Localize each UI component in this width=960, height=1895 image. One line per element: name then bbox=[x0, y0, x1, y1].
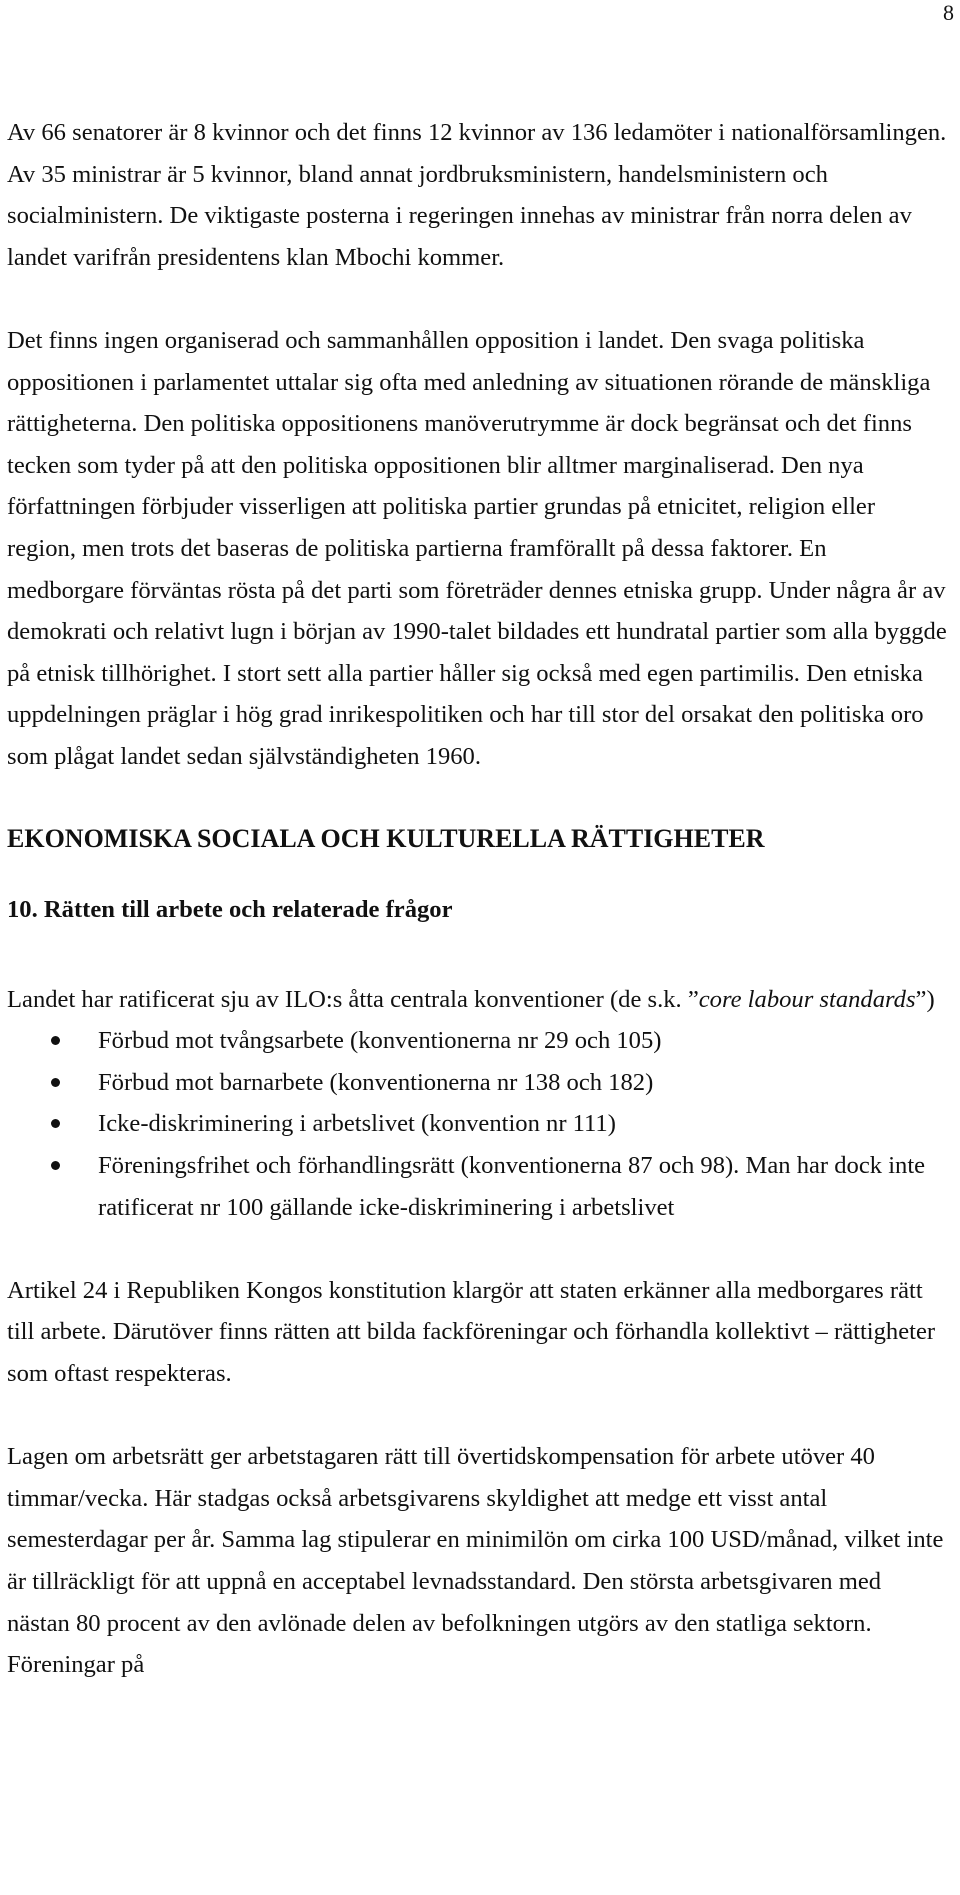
list-item-text: Föreningsfrihet och förhandlingsrätt (konventionerna 87 och 98). Man har dock inte ratificerat nr 100 gällande icke-diskriminering i arbetslivet bbox=[98, 1152, 926, 1221]
paragraph-constitution: Artikel 24 i Republiken Kongos konstitution klargör att staten erkänner alla medborgares rätt till arbete. Därutöver finns rätten att bilda fackföreningar och förhandla kollektivt – rättigheter som oftast respekteras. bbox=[7, 1276, 936, 1388]
list-item bbox=[7, 1020, 947, 1062]
convention-list bbox=[7, 1020, 947, 1228]
bullet-icon bbox=[51, 1119, 60, 1128]
list-item-text: Förbud mot barnarbete (konventionerna nr 138 och 182) bbox=[98, 1068, 654, 1096]
paragraph-opposition: Det finns ingen organiserad och sammanhållen opposition i landet. Den svaga politiska oppositionen i parlamentet uttalar sig ofta med anledning av situationen rörande de mänskliga rättigheterna. Den politiska oppositionens manöverutrymme är dock begränsat och det finns tecken som tyder på att den politiska oppositionen blir alltmer marginaliserad. Den nya författningen förbjuder visserligen att politiska partier grundas på etnicitet, religion eller region, men trots det baseras de politiska partierna framförallt på dessa faktorer. En medborgare förväntas rösta på det parti som företräder dennes etniska grupp. Under några år av demokrati och relativt lugn i början av 1990-talet bildades ett hundratal partier som alla byggde på etnisk tillhörighet. I stort sett alla partier håller sig också med egen partimilis. Den etniska uppdelningen präglar i hög grad inrikespolitiken och har till stor del orsakat den politiska oro som plågat landet sedan självständigheten 1960. bbox=[7, 326, 947, 770]
page-number: 8 bbox=[943, 0, 954, 25]
list-item bbox=[7, 1062, 947, 1104]
bullet-icon bbox=[51, 1161, 60, 1170]
paragraph-labour-law: Lagen om arbetsrätt ger arbetstagaren rätt till övertidskompensation för arbete utöver 40 timmar/vecka. Här stadgas också arbetsgivarens skyldighet att medge ett visst antal semesterdagar per år. Samma lag stipulerar en minimilön om cirka 100 USD/månad, vilket inte är tillräckligt för att uppnå en acceptabel levnadsstandard. Den största arbetsgivaren med nästan 80 procent av den avlönade delen av befolkningen utgörs av den statliga sektorn. Föreningar på bbox=[7, 1443, 944, 1679]
subsection-heading: 10. Rätten till arbete och relaterade frågor bbox=[7, 896, 453, 924]
ilo-intro-text: Landet har ratificerat sju av ILO:s åtta centrala konventioner (de s.k. ” bbox=[7, 985, 699, 1013]
list-item-text: Förbud mot tvångsarbete (konventionerna nr 29 och 105) bbox=[98, 1027, 662, 1055]
bullet-icon bbox=[51, 1036, 60, 1045]
section-heading: EKONOMISKA SOCIALA OCH KULTURELLA RÄTTIGHETER bbox=[7, 823, 765, 853]
list-item bbox=[7, 1145, 947, 1228]
list-item bbox=[7, 1103, 947, 1145]
paragraph-ilo-intro bbox=[7, 979, 947, 1021]
list-item-text: Icke-diskriminering i arbetslivet (konvention nr 111) bbox=[98, 1110, 616, 1138]
bullet-icon bbox=[51, 1078, 60, 1087]
ilo-intro-closing: ”) bbox=[915, 985, 935, 1013]
document-body bbox=[7, 112, 947, 1686]
ilo-intro-italic: core labour standards bbox=[698, 985, 916, 1013]
paragraph-women-in-parliament: Av 66 senatorer är 8 kvinnor och det finns 12 kvinnor av 136 ledamöter i nationalförsamlingen. Av 35 ministrar är 5 kvinnor, bland annat jordbruksministern, handelsministern och socialministern. De viktigaste posterna i regeringen innehas av ministrar från norra delen av landet varifrån presidentens klan Mbochi kommer. bbox=[7, 119, 947, 271]
